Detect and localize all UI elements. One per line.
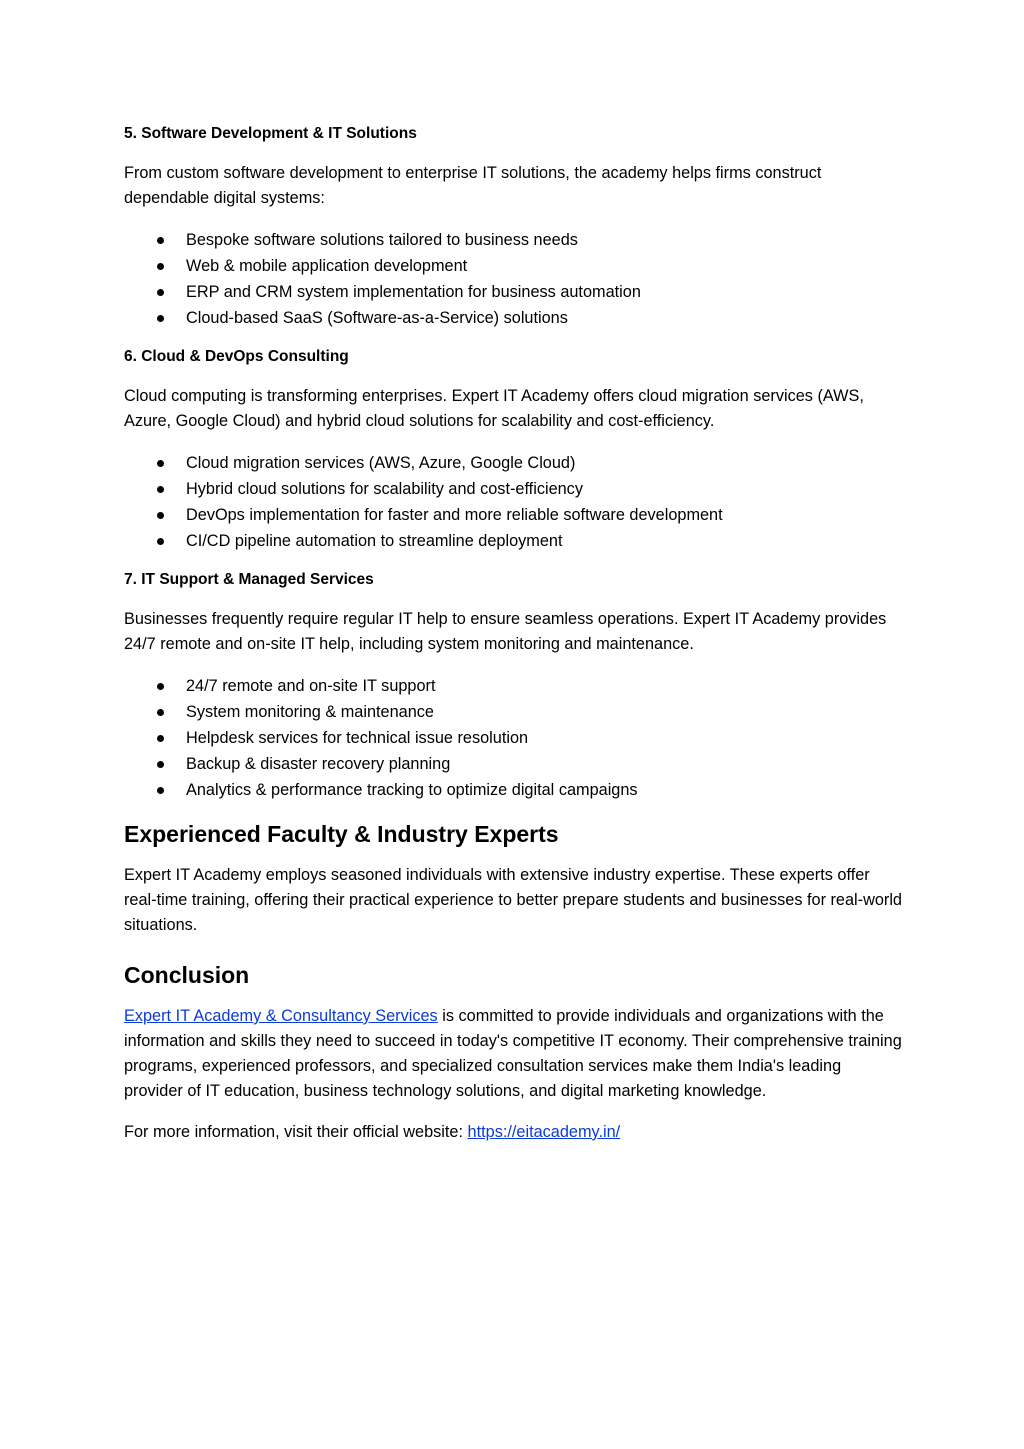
more-info-prefix: For more information, visit their official website: — [124, 1123, 468, 1141]
list-item — [124, 673, 904, 699]
bullet-list — [124, 450, 904, 554]
section-intro: From custom software development to enterprise IT solutions, the academy helps firms construct dependable digital systems: — [124, 164, 822, 207]
section-it-support — [124, 570, 904, 803]
list-item-text: System monitoring & maintenance — [186, 703, 434, 721]
faculty-body: Expert IT Academy employs seasoned individuals with extensive industry expertise. These experts offer real-time training, offering their practical experience to better prepare students and businesses for real-world situations. — [124, 866, 902, 934]
list-item — [124, 279, 904, 305]
list-item — [124, 253, 904, 279]
list-item — [124, 725, 904, 751]
list-item-text: Hybrid cloud solutions for scalability and cost-efficiency — [186, 480, 583, 498]
section-faculty — [124, 819, 904, 938]
list-item-text: Backup & disaster recovery planning — [186, 755, 451, 773]
list-item-text: Analytics & performance tracking to optimize digital campaigns — [186, 781, 638, 799]
more-info-line — [124, 1120, 904, 1145]
section-heading: 5. Software Development & IT Solutions — [124, 125, 417, 142]
list-item-text: ERP and CRM system implementation for business automation — [186, 283, 641, 301]
list-item — [124, 227, 904, 253]
section-conclusion — [124, 960, 904, 1145]
list-item-text: Helpdesk services for technical issue resolution — [186, 729, 529, 747]
bullet-list — [124, 227, 904, 331]
bullet-list — [124, 673, 904, 803]
conclusion-title: Conclusion — [124, 962, 250, 988]
list-item-text: Cloud-based SaaS (Software-as-a-Service) solutions — [186, 309, 568, 327]
academy-link[interactable]: Expert IT Academy & Consultancy Services — [124, 1007, 438, 1025]
bullet-icon — [157, 315, 164, 322]
list-item — [124, 450, 904, 476]
list-item — [124, 528, 904, 554]
bullet-icon — [157, 263, 164, 270]
bullet-icon — [157, 761, 164, 768]
list-item — [124, 502, 904, 528]
list-item — [124, 305, 904, 331]
conclusion-body — [124, 1004, 904, 1104]
bullet-icon — [157, 237, 164, 244]
section-heading: 7. IT Support & Managed Services — [124, 571, 374, 588]
list-item — [124, 699, 904, 725]
bullet-icon — [157, 709, 164, 716]
list-item-text: CI/CD pipeline automation to streamline deployment — [186, 532, 563, 550]
list-item-text: Bespoke software solutions tailored to business needs — [186, 231, 578, 249]
section-intro: Businesses frequently require regular IT help to ensure seamless operations. Expert IT Academy provides 24/7 remote and on-site IT help, including system monitoring and maintenance. — [124, 610, 887, 653]
faculty-title: Experienced Faculty & Industry Experts — [124, 821, 559, 847]
list-item — [124, 476, 904, 502]
section-heading: 6. Cloud & DevOps Consulting — [124, 348, 349, 365]
list-item-text: Web & mobile application development — [186, 257, 468, 275]
list-item-text: 24/7 remote and on-site IT support — [186, 677, 436, 695]
bullet-icon — [157, 735, 164, 742]
bullet-icon — [157, 787, 164, 794]
bullet-icon — [157, 460, 164, 467]
bullet-icon — [157, 538, 164, 545]
bullet-icon — [157, 289, 164, 296]
list-item — [124, 751, 904, 777]
list-item-text: Cloud migration services (AWS, Azure, Google Cloud) — [186, 454, 576, 472]
website-link[interactable]: https://eitacademy.in/ — [467, 1123, 621, 1141]
list-item — [124, 777, 904, 803]
list-item-text: DevOps implementation for faster and more reliable software development — [186, 506, 723, 524]
conclusion-body-text: is committed to provide individuals and organizations with the information and skills they need to succeed in today's competitive IT economy. Their comprehensive training programs, experienced professors, and specialized consultation services make them India's leading provider of IT education, business technology solutions, and digital marketing knowledge. — [124, 1007, 902, 1100]
bullet-icon — [157, 683, 164, 690]
section-software-development — [124, 124, 904, 331]
section-cloud-devops — [124, 347, 904, 554]
section-intro: Cloud computing is transforming enterprises. Expert IT Academy offers cloud migration services (AWS, Azure, Google Cloud) and hybrid cloud solutions for scalability and cost-efficiency. — [124, 387, 864, 430]
bullet-icon — [157, 512, 164, 519]
bullet-icon — [157, 486, 164, 493]
